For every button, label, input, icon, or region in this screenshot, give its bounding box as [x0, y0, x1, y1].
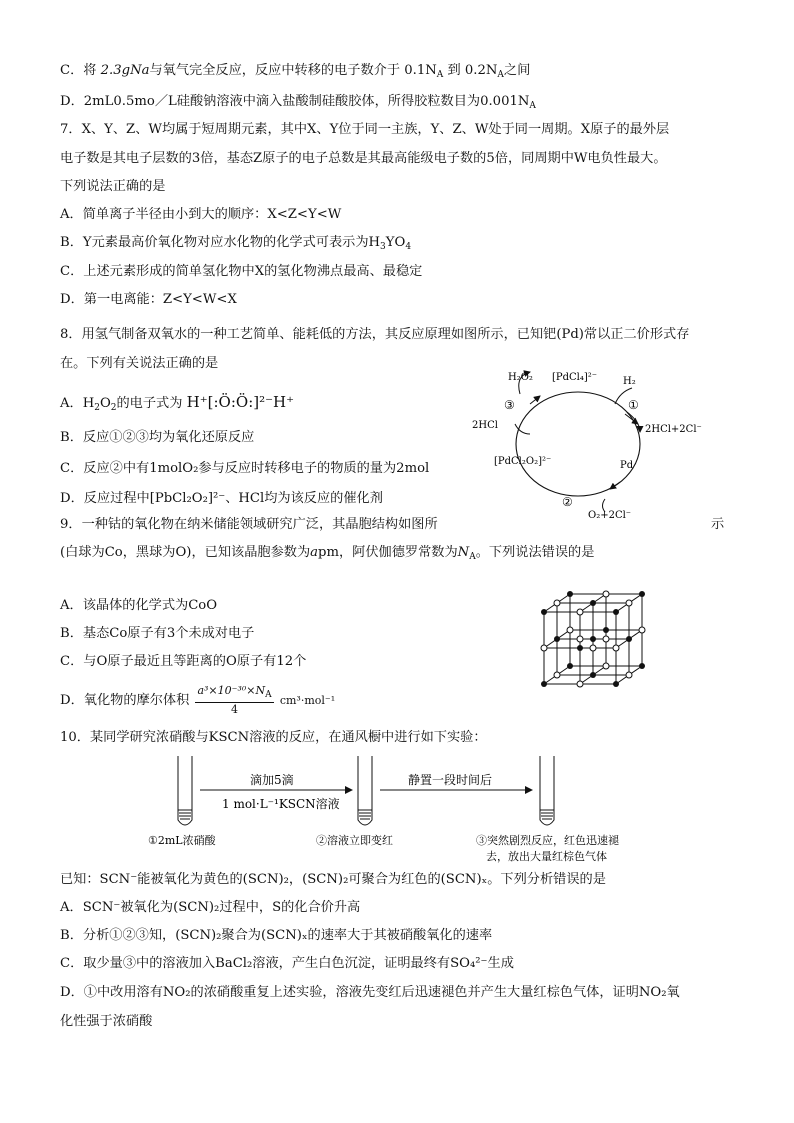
- diagram-h2: H₂: [623, 376, 636, 387]
- q8-catalytic-cycle-diagram: [460, 364, 710, 522]
- q9-option-c: C．与O原子最近且等距离的O原子有12个: [60, 654, 307, 669]
- q8-option-b: B．反应①②③均为氧化还原反应: [60, 430, 255, 445]
- q9-option-d: D．氧化物的摩尔体积 $\frac{a^3\times 10^{-30}\times N_A}{4}$ cm³·mol⁻¹: [60, 684, 336, 716]
- q10-stem: 10．某同学研究浓硝酸与KSCN溶液的反应，在通风橱中进行如下实验：: [60, 730, 487, 745]
- tube1-caption: ①2mL浓硝酸: [148, 834, 216, 847]
- diagram-2hcl-out: 2HCl+2Cl⁻: [645, 424, 702, 435]
- q7-option-d: D．第一电离能：Z<Y<W<X: [60, 292, 237, 307]
- q9-stem-line1: 9．一种钴的氧化物在纳米储能领域研究广泛，其晶胞结构如图所: [60, 517, 438, 532]
- tube3-caption-line1: ③突然剧烈反应，红色迅速褪: [476, 834, 619, 847]
- q7-option-a: A．简单离子半径由小到大的顺序：X<Z<Y<W: [60, 207, 342, 222]
- diagram-2hcl-in: 2HCl: [472, 420, 498, 431]
- q7-stem-line2: 电子数是其电子层数的3倍，基态Z原子的电子总数是其最高能级电子数的5倍，同周期中W电负性最大。: [60, 151, 667, 166]
- q10-option-a: A．SCN⁻被氧化为(SCN)₂过程中，S的化合价升高: [60, 900, 361, 915]
- q9-option-b: B．基态Co原子有3个未成对电子: [60, 626, 255, 641]
- q6-option-c: C．将 2.3gNa与氧气完全反应，反应中转移的电子数介于 $0.1N_A$ 到 $0.2N_A$之间: [60, 63, 531, 80]
- q10-option-c: C．取少量③中的溶液加入BaCl₂溶液，产生白色沉淀，证明最终有SO₄²⁻生成: [60, 956, 514, 971]
- q8-option-d: D．反应过程中[PbCl₂O₂]²⁻、HCl均为该反应的催化剂: [60, 491, 383, 506]
- q10-experiment-diagram: [140, 752, 640, 864]
- q8-option-a: A．$H_2O_2$的电子式为 H⁺[:Ö:Ö:]²⁻H⁺: [60, 393, 295, 413]
- arrow2-top-label: 静置一段时间后: [408, 773, 493, 787]
- q7-option-b: B．Y元素最高价氧化物对应水化物的化学式可表示为$H_3YO_4$: [60, 235, 412, 252]
- molar-volume-fraction: $\frac{a^3\times 10^{-30}\times N_A}{4}$: [197, 684, 272, 716]
- q7-stem-line1: 7．X、Y、Z、W均属于短周期元素，其中X、Y位于同一主族，Y、Z、W处于同一周期。X原子的最外层: [60, 122, 670, 137]
- q10-option-d-line2: 化性强于浓硝酸: [60, 1014, 153, 1029]
- arrow1-top-label: 滴加5滴: [250, 773, 294, 787]
- tube3-caption-line2: 去，放出大量红棕色气体: [486, 850, 607, 863]
- q10-option-b: B．分析①②③知，(SCN)₂聚合为(SCN)ₓ的速率大于其被硝酸氧化的速率: [60, 928, 493, 943]
- diagram-pdcl2o2: [PdCl₂O₂]²⁻: [494, 456, 552, 467]
- q8-stem-line2: 在。下列有关说法正确的是: [60, 356, 219, 371]
- q9-stem-line1-end: 示: [711, 517, 725, 532]
- q9-option-a: A．该晶体的化学式为CoO: [60, 598, 218, 613]
- q6-option-d: D．2mL0.5mo／L硅酸钠溶液中滴入盐酸制硅酸胶体，所得胶粒数目为$0.001N_A$: [60, 94, 536, 111]
- diagram-step1: ①: [628, 398, 639, 412]
- q7-stem-line3: 下列说法正确的是: [60, 179, 166, 194]
- q10-known: 已知：SCN⁻能被氧化为黄色的(SCN)₂，(SCN)₂可聚合为红色的(SCN)ₓ。下列分析错误的是: [60, 872, 606, 887]
- q9-stem-line2: (白球为Co，黑球为O)，已知该晶胞参数为apm，阿伏伽德罗常数为$N_A$。下列说法错误的是: [60, 545, 595, 562]
- cycle-ring: [516, 392, 640, 496]
- diagram-h2o2: H₂O₂: [508, 372, 533, 383]
- diagram-step3: ③: [504, 398, 515, 412]
- q10-option-d-line1: D．①中改用溶有NO₂的浓硝酸重复上述实验，溶液先变红后迅速褪色并产生大量红棕色气体，证明NO₂氧: [60, 985, 680, 1000]
- q9-crystal-cell-diagram: [530, 590, 650, 694]
- tube2-caption: ②溶液立即变红: [316, 834, 393, 847]
- diagram-step2: ②: [562, 495, 573, 509]
- diagram-pd: Pd: [620, 460, 634, 471]
- q8-option-c: C．反应②中有1molO₂参与反应时转移电子的物质的量为2mol: [60, 461, 430, 476]
- diagram-pdcl4: [PdCl₄]²⁻: [552, 372, 598, 383]
- arrow1-bottom-label: 1 mol·L⁻¹KSCN溶液: [222, 797, 340, 811]
- diagram-o2-cl: O₂+2Cl⁻: [588, 510, 632, 521]
- q7-option-c: C．上述元素形成的简单氢化物中X的氢化物沸点最高、最稳定: [60, 264, 423, 279]
- q8-stem-line1: 8．用氢气制备双氧水的一种工艺简单、能耗低的方法，其反应原理如图所示，已知钯(Pd)常以正二价形式存: [60, 327, 690, 342]
